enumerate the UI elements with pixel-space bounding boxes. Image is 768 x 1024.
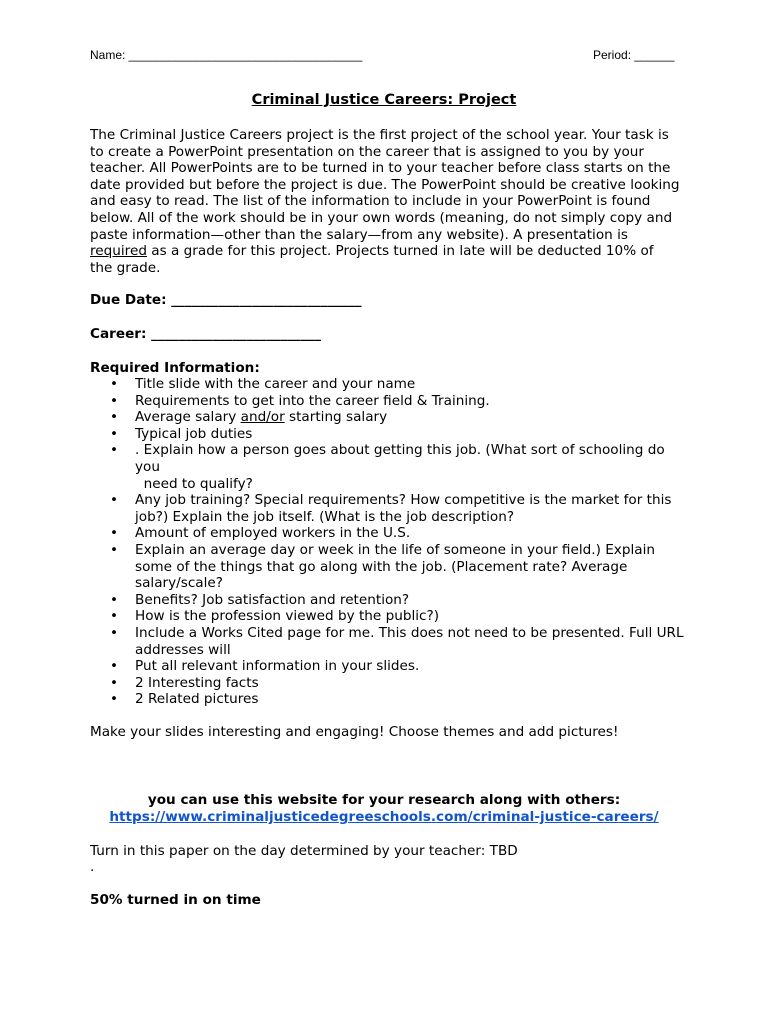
turn-in-note: Turn in this paper on the day determined by your teacher: TBD <box>90 843 518 859</box>
list-item-text: Explain an average day or week in the life of someone in your field.) Explain some of the things that go along with the job. (Placement rate? Average salary/scale? <box>135 541 655 592</box>
required-info-heading: Required Information: <box>90 360 260 376</box>
website-link[interactable]: https://www.criminaljusticedegreeschools.com/criminal-justice-careers/ <box>109 809 659 825</box>
list-item-text: Average salary <box>135 409 241 426</box>
list-item <box>90 426 685 443</box>
due-date-line: Due Date: ____________________________ <box>90 292 362 308</box>
intro-required-word: required <box>90 243 147 260</box>
intro-text-start: The Criminal Justice Careers project is the first project of the school year. Your task is to create a PowerPoint presentation on the career that is assigned to you by your teacher. All PowerPoints are to be turned in to your teacher before class starts on the date provided but before the project is due. The PowerPoint should be creative looking and easy to read. The list of the information to include in your PowerPoint is found below. All of the work should be in your own words (meaning, do not simply copy and paste information—other than the salary—from any website). A presentation is <box>90 127 680 243</box>
list-item <box>90 608 685 625</box>
list-item-continuation: need to qualify? <box>135 475 253 492</box>
bullet-icon: • <box>110 492 119 509</box>
name-field-label: Name: ___________________________________ <box>90 48 363 62</box>
bullet-icon: • <box>110 376 119 392</box>
list-item-text: Typical job duties <box>135 425 253 442</box>
bullet-icon: • <box>110 674 119 691</box>
list-item-text: Benefits? Job satisfaction and retention? <box>135 591 410 608</box>
bullet-icon: • <box>110 608 119 625</box>
list-item-text-end: starting salary <box>284 409 388 426</box>
website-heading: you can use this website for your research along with others: <box>147 792 621 808</box>
bullet-icon: • <box>110 658 119 675</box>
required-info-list <box>90 376 685 708</box>
list-item-text: How is the profession viewed by the public?) <box>135 608 440 625</box>
intro-paragraph <box>90 127 680 276</box>
list-item-text: 2 Interesting facts <box>135 674 259 691</box>
closing-note: Make your slides interesting and engaging! Choose themes and add pictures! <box>90 724 619 740</box>
list-item <box>90 393 685 410</box>
list-item-text: Title slide with the career and your name <box>135 376 416 392</box>
list-item <box>90 376 685 393</box>
list-item <box>90 675 685 692</box>
list-item <box>90 592 685 609</box>
list-item <box>90 525 685 542</box>
list-item <box>90 691 685 708</box>
list-item-text: Put all relevant information in your slides. <box>135 658 420 675</box>
bullet-icon: • <box>110 409 119 426</box>
bullet-icon: • <box>110 691 119 708</box>
bullet-icon: • <box>110 525 119 542</box>
bullet-icon: • <box>110 591 119 608</box>
on-time-note: 50% turned in on time <box>90 892 261 908</box>
list-item-underlined-text: and/or <box>240 409 285 426</box>
list-item-text: Any job training? Special requirements? How competitive is the market for this job?) Explain the job itself. (What is the job description? <box>135 492 672 525</box>
stray-period: . <box>90 859 95 875</box>
list-item <box>90 542 685 592</box>
career-line: Career: _________________________ <box>90 326 322 342</box>
page-title: Criminal Justice Careers: Project <box>251 92 517 108</box>
bullet-icon: • <box>110 425 119 442</box>
bullet-icon: • <box>110 624 119 641</box>
bullet-icon: • <box>110 392 119 409</box>
list-item-text: Include a Works Cited page for me. This does not need to be presented. Full URL addresses will <box>135 624 684 658</box>
bullet-icon: • <box>110 541 119 558</box>
list-item-text: Amount of employed workers in the U.S. <box>135 525 411 542</box>
list-item <box>90 442 685 492</box>
period-field-label: Period: ______ <box>593 48 675 62</box>
list-item-text: Requirements to get into the career field & Training. <box>135 392 490 409</box>
list-item <box>90 409 685 426</box>
list-item <box>90 492 685 525</box>
list-item-text: 2 Related pictures <box>135 691 259 708</box>
list-item <box>90 658 685 675</box>
intro-text-end: as a grade for this project. Projects turned in late will be deducted 10% of the grade. <box>90 243 654 276</box>
list-item-text: . Explain how a person goes about getting this job. (What sort of schooling do you <box>135 442 665 475</box>
bullet-icon: • <box>110 442 119 459</box>
list-item <box>90 625 685 658</box>
